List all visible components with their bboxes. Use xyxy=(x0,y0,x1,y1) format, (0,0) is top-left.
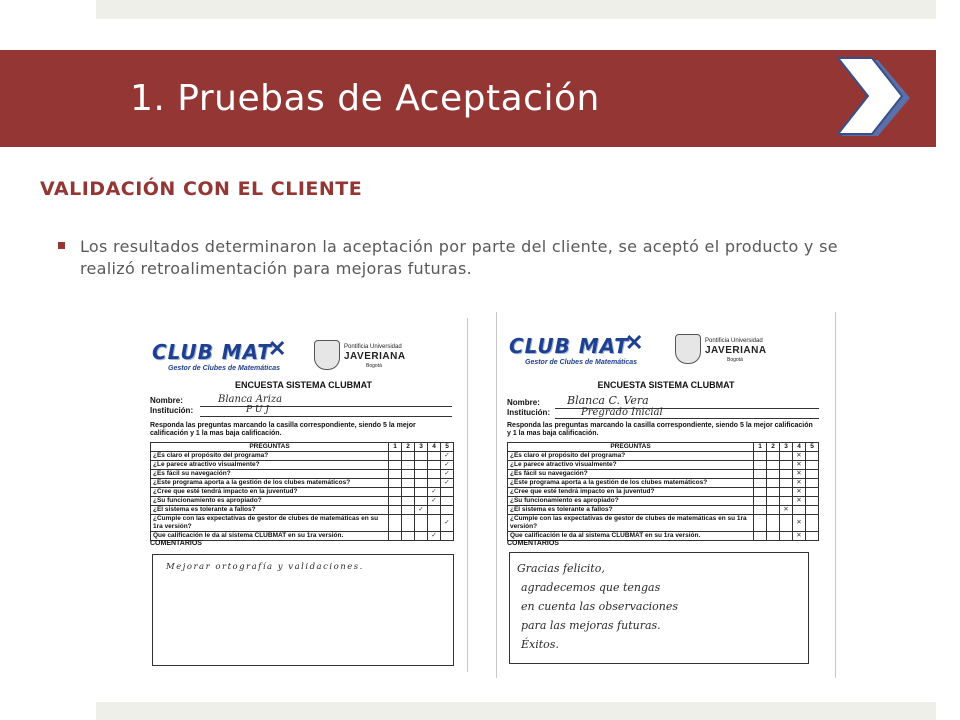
question-row xyxy=(508,479,819,488)
scale-4: 4 xyxy=(793,443,806,452)
university-crest-icon xyxy=(675,334,701,364)
answer-cell xyxy=(389,479,402,488)
question-text: Que calificación le da al sistema CLUBMAT en su 1ra versión. xyxy=(508,532,754,541)
chevron-right-icon[interactable] xyxy=(836,56,912,140)
answer-cell xyxy=(780,515,793,532)
answer-mark: ✕ xyxy=(793,479,806,488)
answer-cell xyxy=(767,488,780,497)
comment-text: Mejorar ortografía y validaciones. xyxy=(166,562,364,572)
answer-cell xyxy=(415,532,428,541)
scale-2: 2 xyxy=(767,443,780,452)
answer-mark: ✕ xyxy=(793,497,806,506)
answer-mark: ✓ xyxy=(441,452,454,461)
questions-table xyxy=(507,442,819,541)
name-line xyxy=(200,406,452,407)
instructions: Responda las preguntas marcando la casilla correspondiente, siendo 5 la mejor calificación y 1 la mas baja calificación. xyxy=(150,422,416,437)
question-row xyxy=(508,488,819,497)
answer-cell xyxy=(389,452,402,461)
question-text: ¿Este programa aporta a la gestión de los clubes matemáticos? xyxy=(151,479,389,488)
comments-label: COMENTARIOS xyxy=(150,540,202,547)
answer-cell xyxy=(428,470,441,479)
question-text: ¿Le parece atractivo visualmente? xyxy=(151,461,389,470)
answer-cell xyxy=(428,506,441,515)
university-name: JAVERIANA xyxy=(705,345,767,356)
scale-3: 3 xyxy=(780,443,793,452)
answer-cell xyxy=(754,479,767,488)
scale-5: 5 xyxy=(441,443,454,452)
bottom-decorative-strip xyxy=(96,702,936,720)
answer-mark: ✓ xyxy=(428,488,441,497)
answer-cell xyxy=(441,506,454,515)
comment-line: Éxitos. xyxy=(521,638,559,651)
answer-cell xyxy=(754,488,767,497)
answer-cell xyxy=(767,470,780,479)
answer-mark: ✓ xyxy=(441,470,454,479)
answer-cell xyxy=(806,488,819,497)
section-subtitle: VALIDACIÓN CON EL CLIENTE xyxy=(40,178,363,200)
answer-cell xyxy=(402,461,415,470)
answer-cell xyxy=(402,488,415,497)
scale-2: 2 xyxy=(402,443,415,452)
answer-mark: ✕ xyxy=(793,488,806,497)
answer-cell xyxy=(793,506,806,515)
bullet-square-icon xyxy=(58,242,65,249)
question-text: ¿Es fácil su navegación? xyxy=(151,470,389,479)
answer-cell xyxy=(767,515,780,532)
logo-subtitle: Gestor de Clubes de Matemáticas xyxy=(525,359,638,366)
answer-cell xyxy=(767,506,780,515)
clubmat-logo: CLUB MAT xyxy=(509,334,629,358)
question-row xyxy=(151,488,454,497)
answer-cell xyxy=(389,532,402,541)
answer-cell xyxy=(402,497,415,506)
answer-cell xyxy=(389,506,402,515)
question-row xyxy=(508,452,819,461)
instructions: Responda las preguntas marcando la casilla correspondiente, siendo 5 la mejor calificación y 1 la mas baja calificación. xyxy=(507,422,813,437)
bullet-text: Los resultados determinaron la aceptación por parte del cliente, se aceptó el producto y se realizó retroalimentación para mejoras futuras. xyxy=(80,237,838,278)
answer-cell xyxy=(428,479,441,488)
answer-cell xyxy=(402,470,415,479)
question-row xyxy=(151,461,454,470)
answer-cell xyxy=(389,470,402,479)
questions-table xyxy=(150,442,454,541)
name-value: Blanca Ariza xyxy=(218,394,283,405)
answer-cell xyxy=(402,506,415,515)
answer-cell xyxy=(428,515,441,532)
answer-cell xyxy=(806,532,819,541)
question-text: ¿Cree que esté tendrá impacto en la juventud? xyxy=(508,488,754,497)
question-text: ¿Cumple con las expectativas de gestor de clubes de matemáticas en su 1ra versión? xyxy=(508,515,754,532)
university-city: Bogotá xyxy=(727,357,743,363)
answer-cell xyxy=(780,532,793,541)
answer-cell xyxy=(441,488,454,497)
scale-4: 4 xyxy=(428,443,441,452)
scale-3: 3 xyxy=(415,443,428,452)
name-value: Blanca C. Vera xyxy=(567,394,649,407)
question-text: ¿Cree que esté tendrá impacto en la juventud? xyxy=(151,488,389,497)
answer-cell xyxy=(415,488,428,497)
institution-line xyxy=(555,418,819,419)
question-row xyxy=(151,497,454,506)
answer-cell xyxy=(754,497,767,506)
question-text: ¿Cumple con las expectativas de gestor de clubes de matemáticas en su 1ra versión? xyxy=(151,515,389,532)
answer-cell xyxy=(415,479,428,488)
survey-title: ENCUESTA SISTEMA CLUBMAT xyxy=(597,380,735,390)
answer-mark: ✓ xyxy=(441,461,454,470)
scale-1: 1 xyxy=(754,443,767,452)
name-label: Nombre: xyxy=(150,396,183,405)
answer-cell xyxy=(389,515,402,532)
university-crest-icon xyxy=(314,340,340,370)
answer-cell xyxy=(402,452,415,461)
questions-header: PREGUNTAS xyxy=(508,443,754,452)
answer-cell xyxy=(767,452,780,461)
question-row xyxy=(151,470,454,479)
comment-line: agradecemos que tengas xyxy=(521,581,661,594)
answer-cell xyxy=(428,452,441,461)
comment-line: para las mejoras futuras. xyxy=(521,619,661,632)
answer-cell xyxy=(441,497,454,506)
cross-logo-icon: ✕ xyxy=(625,330,644,355)
answer-cell xyxy=(441,532,454,541)
comment-line: en cuenta las observaciones xyxy=(521,600,679,613)
answer-cell xyxy=(780,452,793,461)
question-row xyxy=(508,506,819,515)
answer-cell xyxy=(402,479,415,488)
answer-cell xyxy=(415,497,428,506)
answer-mark: ✕ xyxy=(793,515,806,532)
survey-form-right xyxy=(496,312,836,678)
answer-cell xyxy=(402,532,415,541)
answer-cell xyxy=(415,470,428,479)
answer-cell xyxy=(767,532,780,541)
answer-cell xyxy=(754,461,767,470)
answer-cell xyxy=(780,479,793,488)
scale-5: 5 xyxy=(806,443,819,452)
answer-cell xyxy=(767,479,780,488)
institution-label: Institución: xyxy=(507,408,551,417)
question-text: ¿Su funcionamiento es apropiado? xyxy=(151,497,389,506)
question-row xyxy=(508,515,819,532)
question-text: ¿Es claro el propósito del programa? xyxy=(151,452,389,461)
answer-cell xyxy=(754,506,767,515)
answer-cell xyxy=(767,461,780,470)
university-city: Bogotá xyxy=(366,363,382,369)
answer-cell xyxy=(780,461,793,470)
institution-value: P U J xyxy=(246,405,269,415)
answer-cell xyxy=(754,452,767,461)
answer-cell xyxy=(806,497,819,506)
answer-mark: ✕ xyxy=(780,506,793,515)
question-text: ¿Su funcionamiento es apropiado? xyxy=(508,497,754,506)
answer-cell xyxy=(402,515,415,532)
question-text: ¿Es fácil su navegación? xyxy=(508,470,754,479)
question-row xyxy=(508,470,819,479)
answer-cell xyxy=(389,497,402,506)
answer-cell xyxy=(754,532,767,541)
questions-header: PREGUNTAS xyxy=(151,443,389,452)
answer-cell xyxy=(780,470,793,479)
question-row xyxy=(151,515,454,532)
name-label: Nombre: xyxy=(507,398,540,407)
answer-mark: ✕ xyxy=(793,532,806,541)
institution-value: Pregrado Inicial xyxy=(581,407,663,418)
question-text: ¿El sistema es tolerante a fallos? xyxy=(151,506,389,515)
comment-line: Gracias felicito, xyxy=(517,562,605,575)
answer-cell xyxy=(754,470,767,479)
university-line1: Pontificia Universidad xyxy=(344,344,402,350)
answer-cell xyxy=(428,461,441,470)
answer-cell xyxy=(415,515,428,532)
answer-cell xyxy=(415,452,428,461)
university-line1: Pontificia Universidad xyxy=(705,338,763,344)
answer-cell xyxy=(389,488,402,497)
comments-label: COMENTARIOS xyxy=(507,540,559,547)
answer-mark: ✕ xyxy=(793,452,806,461)
question-text: ¿Este programa aporta a la gestión de los clubes matemáticos? xyxy=(508,479,754,488)
answer-mark: ✓ xyxy=(415,506,428,515)
clubmat-logo: CLUB MAT xyxy=(152,340,272,364)
answer-cell xyxy=(780,497,793,506)
answer-cell xyxy=(389,461,402,470)
question-text: ¿Le parece atractivo visualmente? xyxy=(508,461,754,470)
answer-cell xyxy=(806,470,819,479)
answer-cell xyxy=(780,488,793,497)
question-row xyxy=(151,479,454,488)
answer-cell xyxy=(806,479,819,488)
question-row xyxy=(151,506,454,515)
institution-line xyxy=(200,416,452,417)
cross-logo-icon: ✕ xyxy=(268,336,287,361)
answer-cell xyxy=(806,506,819,515)
question-row xyxy=(151,452,454,461)
answer-cell xyxy=(415,461,428,470)
answer-cell xyxy=(754,515,767,532)
scale-1: 1 xyxy=(389,443,402,452)
question-row xyxy=(508,497,819,506)
institution-label: Institución: xyxy=(150,406,194,415)
question-text: ¿El sistema es tolerante a fallos? xyxy=(508,506,754,515)
answer-mark: ✕ xyxy=(793,470,806,479)
answer-mark: ✓ xyxy=(441,479,454,488)
answer-mark: ✕ xyxy=(793,461,806,470)
answer-mark: ✓ xyxy=(428,532,441,541)
answer-mark: ✓ xyxy=(428,497,441,506)
survey-title: ENCUESTA SISTEMA CLUBMAT xyxy=(235,380,372,390)
question-text: ¿Es claro el propósito del programa? xyxy=(508,452,754,461)
answer-cell xyxy=(806,461,819,470)
top-decorative-strip xyxy=(96,0,936,19)
answer-cell xyxy=(806,515,819,532)
logo-subtitle: Gestor de Clubes de Matemáticas xyxy=(168,365,281,372)
slide-title: 1. Pruebas de Aceptación xyxy=(130,78,600,119)
question-text: Que calificación le da al sistema CLUBMAT en su 1ra versión. xyxy=(151,532,389,541)
answer-cell xyxy=(767,497,780,506)
university-name: JAVERIANA xyxy=(344,351,406,362)
question-row xyxy=(508,461,819,470)
survey-form-left xyxy=(140,318,468,672)
answer-cell xyxy=(806,452,819,461)
answer-mark: ✓ xyxy=(441,515,454,532)
